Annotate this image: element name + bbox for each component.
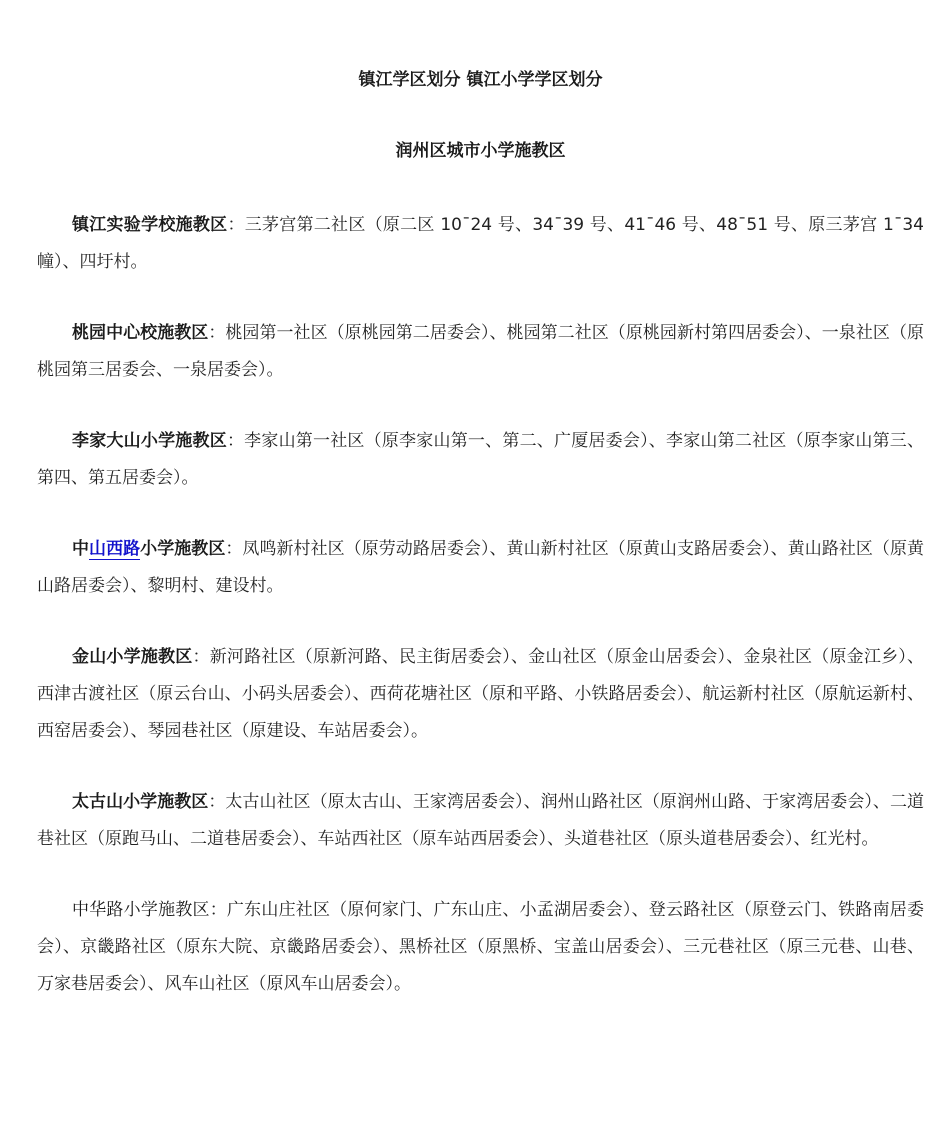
page-title: 镇江学区划分 镇江小学学区划分 <box>358 70 603 90</box>
school-name: 桃园中心校施教区 <box>72 323 209 343</box>
paragraph-taigushan <box>37 784 924 858</box>
paragraph-jinshan <box>37 639 924 750</box>
paragraph-text: ：太古山社区（原太古山、王家湾居委会）、润州山路社区（原润州山路、于家湾居委会）、二道巷社区（原跑马山、二道巷居委会）、车站西社区（原车站西居委会）、头道巷社区（原头道巷居委会）、红光村。 <box>37 792 925 849</box>
paragraph-text: ：桃园第一社区（原桃园第二居委会）、桃园第二社区（原桃园新村第四居委会）、一泉社区（原桃园第三居委会、一泉居委会）。 <box>37 323 925 380</box>
school-name: 太古山小学施教区 <box>72 792 209 812</box>
school-name: 金山小学施教区 <box>72 647 193 667</box>
school-name: 中华路小学施教区 <box>72 900 210 920</box>
school-name: 镇江实验学校施教区 <box>72 215 228 235</box>
paragraph-zhonghualu <box>37 892 924 1003</box>
paragraph-text: ：广东山庄社区（原何家门、广东山庄、小孟湖居委会）、登云路社区（原登云门、铁路南居委会）、京畿路社区（原东大院、京畿路居委会）、黑桥社区（原黑桥、宝盖山居委会）、三元巷社区（原三元巷、山巷、万家巷居委会）、风车山社区（原风车山居委会）。 <box>37 900 925 994</box>
paragraph-zhenjiang-experimental <box>37 207 924 281</box>
paragraph-lijiadashan <box>37 423 924 497</box>
paragraph-zhongshanxilu <box>37 531 924 605</box>
school-name-prefix: 中 <box>72 539 90 559</box>
paragraph-text: ：三茅宫第二社区（原二区 10¯24 号、34¯39 号、41¯46 号、48¯51 号、原三茅宫 1¯34 幢）、四圩村。 <box>37 215 924 272</box>
paragraph-text: ：凤鸣新村社区（原劳动路居委会）、黄山新村社区（原黄山支路居委会）、黄山路社区（原黄山路居委会）、黎明村、建设村。 <box>37 539 925 596</box>
paragraph-text: ：李家山第一社区（原李家山第一、第二、广厦居委会）、李家山第二社区（原李家山第三、第四、第五居委会）。 <box>37 431 925 488</box>
section-subtitle: 润州区城市小学施教区 <box>395 141 566 161</box>
paragraph-taoyuan <box>37 315 924 389</box>
school-name <box>72 539 225 560</box>
school-name: 李家大山小学施教区 <box>72 431 227 451</box>
school-name-suffix: 小学施教区 <box>140 539 226 559</box>
paragraph-text: ：新河路社区（原新河路、民主街居委会）、金山社区（原金山居委会）、金泉社区（原金江乡）、西津古渡社区（原云台山、小码头居委会）、西荷花塘社区（原和平路、小铁路居委会）、航运新村社区（原航运新村、西窑居委会）、琴园巷社区（原建设、车站居委会）。 <box>37 647 925 741</box>
shanxilu-link[interactable]: 山西路 <box>89 539 141 559</box>
